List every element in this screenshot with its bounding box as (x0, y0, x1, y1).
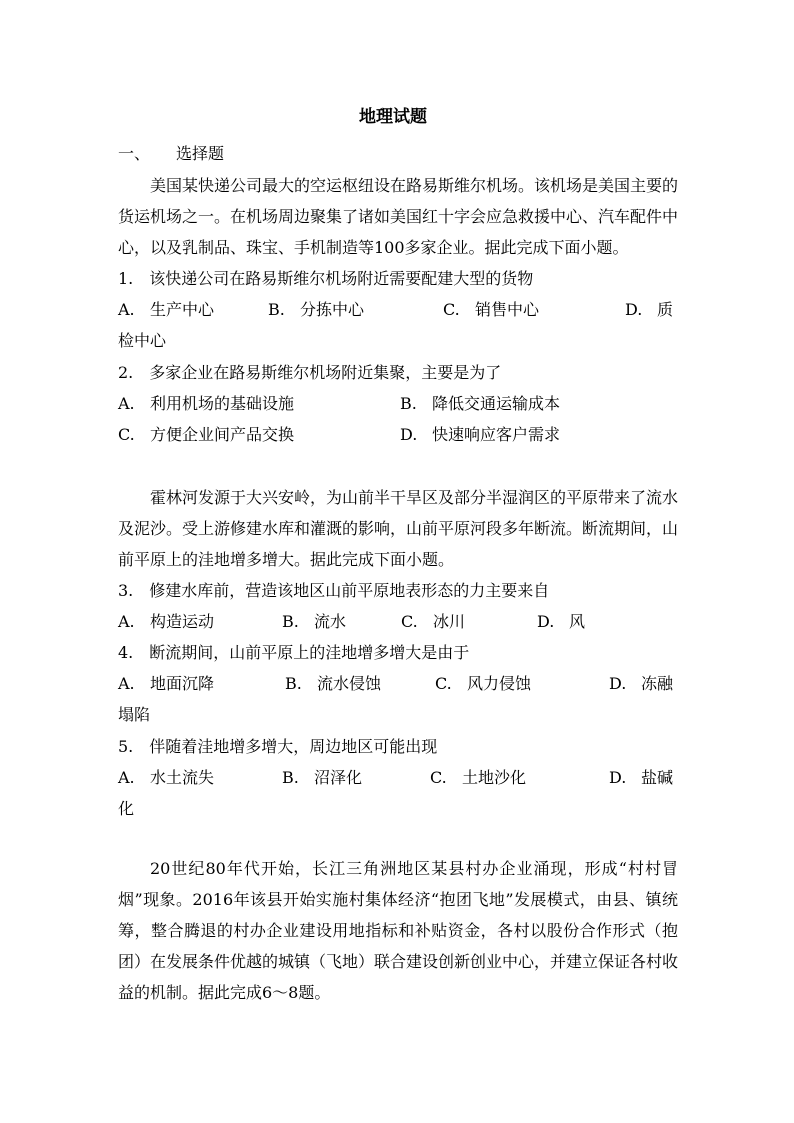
q3-option-c[interactable] (401, 612, 465, 632)
option-letter: B. (400, 394, 417, 413)
option-letter: D. (400, 425, 418, 444)
q4-option-c[interactable] (435, 674, 531, 694)
option-letter: A. (118, 768, 135, 787)
passage-1: 美国某快递公司最大的空运枢纽设在路易斯维尔机场。该机场是美国主要的货运机场之一。在机场周边聚集了诸如美国红十字会应急救援中心、汽车配件中心，以及乳制品、珠宝、手机制造等100多家企业。据此完成下面小题。 (118, 176, 679, 257)
q5-option-d-wrap: 化 (118, 799, 135, 818)
section-label: 选择题 (176, 144, 225, 163)
q4-option-b[interactable] (285, 674, 381, 694)
question-1-stem: 1. 该快递公司在路易斯维尔机场附近需要配建大型的货物 (118, 269, 534, 288)
option-letter: B. (285, 674, 302, 693)
q1-option-a[interactable] (118, 300, 214, 320)
option-text: 水土流失 (150, 768, 215, 787)
option-text: 快速响应客户需求 (432, 425, 561, 444)
q1-option-c[interactable] (443, 300, 539, 320)
q2-option-b[interactable] (400, 394, 560, 414)
option-letter: D. (609, 768, 627, 787)
q5-option-a[interactable] (118, 768, 214, 788)
option-letter: B. (282, 768, 299, 787)
option-text: 流水 (314, 612, 347, 631)
q3-option-b[interactable] (282, 612, 346, 632)
q2-option-a[interactable] (118, 394, 294, 414)
q1-option-b[interactable] (268, 300, 364, 320)
q4-option-d[interactable] (609, 674, 673, 694)
question-2-stem: 2. 多家企业在路易斯维尔机场附近集聚，主要是为了 (118, 363, 502, 382)
passage-3: 20世纪80年代开始，长江三角洲地区某县村办企业涌现，形成“村村冒烟”现象。2016年该县开始实施村集体经济“抱团飞地”发展模式，由县、镇统筹，整合腾退的村办企业建设用地指标和补贴资金，各村以股份合作形式（抱团）在发展条件优越的城镇（飞地）联合建设创新创业中心，并建立保证各村收益的机制。据此完成6～8题。 (118, 859, 679, 1002)
option-text: 销售中心 (475, 300, 540, 319)
q4-option-d-wrap: 塌陷 (118, 705, 151, 724)
option-text: 流水侵蚀 (317, 674, 382, 693)
q3-option-d[interactable] (537, 612, 585, 632)
option-text: 风 (569, 612, 586, 631)
option-letter: D. (609, 674, 627, 693)
option-text: 冰川 (433, 612, 466, 631)
option-letter: C. (443, 300, 460, 319)
option-text: 生产中心 (150, 300, 215, 319)
question-5-stem: 5. 伴随着洼地增多增大，周边地区可能出现 (118, 737, 438, 756)
q5-option-c[interactable] (430, 768, 526, 788)
option-text: 地面沉降 (150, 674, 215, 693)
section-number: 一、 (118, 144, 151, 163)
option-letter: C. (430, 768, 447, 787)
q2-option-d[interactable] (400, 425, 560, 445)
option-letter: C. (401, 612, 418, 631)
option-text: 利用机场的基础设施 (150, 394, 295, 413)
option-text: 方便企业间产品交换 (150, 425, 295, 444)
option-letter: D. (625, 300, 643, 319)
option-letter: C. (435, 674, 452, 693)
option-text: 分拣中心 (300, 300, 365, 319)
option-text: 盐碱 (641, 768, 674, 787)
option-text: 降低交通运输成本 (432, 394, 561, 413)
option-text: 构造运动 (150, 612, 215, 631)
q4-option-a[interactable] (118, 674, 214, 694)
option-letter: A. (118, 674, 135, 693)
option-letter: B. (282, 612, 299, 631)
page-title: 地理试题 (359, 107, 427, 127)
passage-2: 霍林河发源于大兴安岭，为山前半干旱区及部分半湿润区的平原带来了流水及泥沙。受上游修建水库和灌溉的影响，山前平原河段多年断流。断流期间，山前平原上的洼地增多增大。据此完成下面小题。 (118, 488, 679, 569)
option-letter: A. (118, 394, 135, 413)
question-3-stem: 3. 修建水库前，营造该地区山前平原地表形态的力主要来自 (118, 581, 550, 600)
option-text: 风力侵蚀 (467, 674, 532, 693)
q2-option-c[interactable] (118, 425, 294, 445)
option-text: 沼泽化 (314, 768, 363, 787)
option-letter: B. (268, 300, 285, 319)
option-letter: A. (118, 612, 135, 631)
question-4-stem: 4. 断流期间，山前平原上的洼地增多增大是由于 (118, 643, 470, 662)
q3-option-a[interactable] (118, 612, 214, 632)
option-letter: C. (118, 425, 135, 444)
option-text: 质 (657, 300, 674, 319)
q5-option-b[interactable] (282, 768, 362, 788)
option-letter: A. (118, 300, 135, 319)
q5-option-d[interactable] (609, 768, 673, 788)
option-text: 土地沙化 (462, 768, 527, 787)
option-letter: D. (537, 612, 555, 631)
q1-option-d-wrap: 检中心 (118, 331, 167, 350)
option-text: 冻融 (641, 674, 674, 693)
q1-option-d[interactable] (625, 300, 673, 320)
